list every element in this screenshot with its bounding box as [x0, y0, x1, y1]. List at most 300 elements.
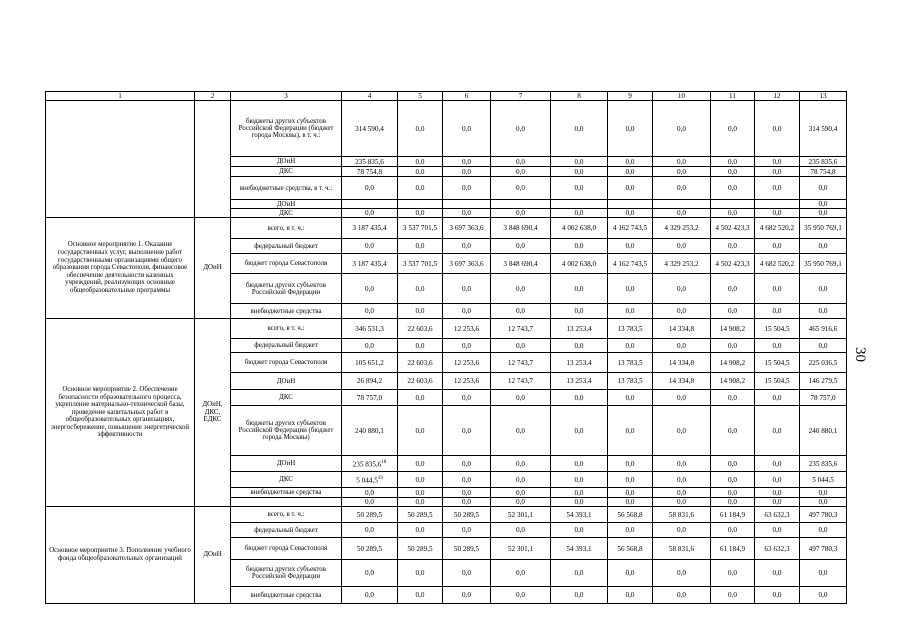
value-cell: 0,0 [608, 339, 653, 353]
value-cell: 0,0 [608, 304, 653, 319]
value-cell: 0,0 [443, 177, 491, 200]
value-cell [491, 200, 551, 209]
value-cell: 0,0 [551, 498, 608, 507]
value-cell: 0,0 [755, 101, 800, 157]
value-cell: 63 632,3 [755, 538, 800, 560]
value-cell: 0,0 [443, 523, 491, 538]
column-number-header: 7 [491, 92, 551, 101]
value-cell: 0,0 [342, 239, 398, 254]
value-cell: 146 279,5 [800, 373, 847, 390]
value-cell: 0,0 [755, 209, 800, 218]
value-cell: 0,0 [608, 390, 653, 406]
value-cell: 22 603,6 [398, 373, 443, 390]
value-cell: 0,0 [800, 523, 847, 538]
value-cell: 13 253,4 [551, 353, 608, 373]
value-cell: 4 162 743,5 [608, 218, 653, 239]
value-cell: 0,0 [443, 101, 491, 157]
value-cell: 0,0 [398, 339, 443, 353]
value-cell: 0,0 [491, 472, 551, 488]
event-name-cell: Основное мероприятие 2. Обеспечение безопасности образовательного процесса, укрепление материально-технической базы, проведение капитальных работ в общеобразовательных организациях, энергосбережение, повышение энергетической эффективности [46, 319, 195, 507]
value-cell: 0,0 [551, 167, 608, 177]
value-cell: 0,0 [342, 274, 398, 304]
funding-source-cell: внебюджетные средства [231, 304, 342, 319]
value-cell: 0,0 [608, 523, 653, 538]
value-cell: 13 783,5 [608, 373, 653, 390]
continued-event-cell [46, 101, 195, 218]
value-cell: 0,0 [491, 304, 551, 319]
value-cell: 0,0 [551, 274, 608, 304]
funding-source-cell [231, 498, 342, 507]
value-cell: 0,0 [398, 560, 443, 587]
value-cell: 15 504,5 [755, 319, 800, 339]
value-cell: 0,0 [755, 523, 800, 538]
value-cell: 3 848 690,4 [491, 254, 551, 274]
value-cell: 346 531,3 [342, 319, 398, 339]
value-cell: 0,0 [608, 239, 653, 254]
value-cell: 0,0 [755, 587, 800, 604]
value-cell: 13 783,5 [608, 353, 653, 373]
funding-source-cell: ДКС [231, 472, 342, 488]
value-cell: 63 632,3 [755, 507, 800, 523]
value-cell: 14 908,2 [711, 319, 755, 339]
value-cell: 56 568,8 [608, 507, 653, 523]
value-cell: 235 835,6 [800, 157, 847, 167]
value-cell: 0,0 [443, 587, 491, 604]
table-row [46, 319, 847, 339]
value-cell: 0,0 [800, 488, 847, 498]
funding-source-cell: бюджет города Севастополя [231, 353, 342, 373]
value-cell: 0,0 [800, 200, 847, 209]
continued-executor-cell [195, 101, 231, 218]
value-cell: 0,0 [755, 239, 800, 254]
event-name-cell: Основное мероприятие 1. Оказание государственных услуг, выполнение работ государственными организациями общего образования города Севастополя, финансовое обеспечение деятельности казенных учреждений, реализующих основные общеобразовательные программы [46, 218, 195, 319]
funding-source-cell: федеральный бюджет [231, 339, 342, 353]
value-cell: 0,0 [755, 157, 800, 167]
value-cell: 12 743,7 [491, 353, 551, 373]
value-cell: 58 831,6 [653, 538, 711, 560]
value-cell: 3 187 435,4 [342, 254, 398, 274]
value-cell: 50 289,5 [398, 507, 443, 523]
value-cell: 0,0 [800, 498, 847, 507]
funding-source-cell: бюджеты других субъектов Российской Федерации (бюджет города Москвы) [231, 406, 342, 456]
funding-source-cell: бюджеты других субъектов Российской Федерации (бюджет города Москвы), в т. ч.: [231, 101, 342, 157]
value-cell: 0,0 [608, 157, 653, 167]
value-cell: 225 036,5 [800, 353, 847, 373]
event-name-cell: Основное мероприятие 3. Пополнение учебного фонда общеобразовательных организаций [46, 507, 195, 604]
value-cell: 5 044,5 [800, 472, 847, 488]
value-cell: 0,0 [653, 274, 711, 304]
value-cell: 4 162 743,5 [608, 254, 653, 274]
value-cell: 78 754,8 [800, 167, 847, 177]
value-cell: 50 289,5 [443, 538, 491, 560]
value-cell: 0,0 [398, 209, 443, 218]
value-cell: 0,0 [443, 456, 491, 472]
value-cell: 0,0 [398, 390, 443, 406]
value-cell: 0,0 [608, 177, 653, 200]
value-cell: 0,0 [551, 101, 608, 157]
value-cell: 0,0 [443, 406, 491, 456]
table-row [46, 218, 847, 239]
value-cell: 35 950 769,1 [800, 218, 847, 239]
value-cell: 0,0 [653, 406, 711, 456]
value-cell: 35 950 769,1 [800, 254, 847, 274]
column-number-header: 6 [443, 92, 491, 101]
value-cell: 0,0 [800, 339, 847, 353]
value-cell: 4 002 638,0 [551, 254, 608, 274]
value-cell: 0,0 [800, 274, 847, 304]
value-cell: 12 253,6 [443, 353, 491, 373]
value-cell: 0,0 [608, 456, 653, 472]
value-cell: 0,0 [398, 472, 443, 488]
funding-source-cell: федеральный бюджет [231, 239, 342, 254]
value-cell: 0,0 [443, 304, 491, 319]
value-cell: 0,0 [443, 274, 491, 304]
value-cell: 240 880,1 [342, 406, 398, 456]
value-cell: 4 502 423,3 [711, 254, 755, 274]
value-cell: 0,0 [711, 304, 755, 319]
value-cell: 14 334,8 [653, 353, 711, 373]
value-cell: 4 682 520,2 [755, 218, 800, 239]
value-cell: 0,0 [711, 472, 755, 488]
value-cell: 0,0 [653, 177, 711, 200]
value-cell: 50 289,5 [443, 507, 491, 523]
value-cell: 0,0 [608, 209, 653, 218]
page-number: 30 [852, 347, 868, 362]
funding-source-cell: всего, в т. ч.: [231, 319, 342, 339]
value-cell: 0,0 [342, 523, 398, 538]
value-cell: 235 835,6 [800, 456, 847, 472]
value-cell [398, 200, 443, 209]
value-cell: 0,0 [653, 390, 711, 406]
value-cell: 54 393,1 [551, 538, 608, 560]
value-cell: 3 848 690,4 [491, 218, 551, 239]
column-number-header: 3 [231, 92, 342, 101]
funding-source-cell: всего, в т. ч.: [231, 507, 342, 523]
value-cell: 0,0 [755, 472, 800, 488]
funding-source-cell: ДКС [231, 390, 342, 406]
value-cell: 0,0 [800, 304, 847, 319]
value-cell: 4 329 253,2 [653, 218, 711, 239]
value-cell: 0,0 [653, 339, 711, 353]
value-cell: 0,0 [491, 339, 551, 353]
value-cell: 0,0 [398, 177, 443, 200]
value-cell: 0,0 [443, 239, 491, 254]
value-cell: 12 253,6 [443, 373, 491, 390]
footnote-marker: 18 [381, 459, 387, 465]
value-cell: 0,0 [755, 339, 800, 353]
value-cell: 0,0 [398, 498, 443, 507]
value-cell: 0,0 [398, 239, 443, 254]
value-cell: 50 289,5 [398, 538, 443, 560]
value-cell: 0,0 [711, 560, 755, 587]
value-cell: 0,0 [551, 406, 608, 456]
value-cell: 3 187 435,4 [342, 218, 398, 239]
executor-cell: ДОиН [195, 218, 231, 319]
value-cell: 54 393,1 [551, 507, 608, 523]
value-cell: 14 908,2 [711, 353, 755, 373]
value-cell: 0,0 [711, 177, 755, 200]
value-cell: 0,0 [342, 177, 398, 200]
value-cell: 78 754,8 [342, 167, 398, 177]
value-cell: 0,0 [491, 157, 551, 167]
value-cell: 0,0 [653, 101, 711, 157]
value-cell: 3 537 701,5 [398, 218, 443, 239]
value-cell: 0,0 [711, 488, 755, 498]
value-cell: 50 289,5 [342, 507, 398, 523]
value-cell: 0,0 [491, 488, 551, 498]
value-cell: 0,0 [491, 101, 551, 157]
funding-source-cell: ДОиН [231, 157, 342, 167]
value-cell: 0,0 [800, 587, 847, 604]
value-text: 235 835,6 [352, 460, 382, 469]
value-cell: 235 835,6 [342, 157, 398, 167]
footnote-marker: 19 [377, 475, 383, 481]
value-cell [551, 200, 608, 209]
value-cell: 0,0 [551, 304, 608, 319]
value-cell: 0,0 [711, 239, 755, 254]
column-number-header: 9 [608, 92, 653, 101]
value-cell: 0,0 [653, 498, 711, 507]
value-cell [711, 200, 755, 209]
value-cell: 0,0 [551, 488, 608, 498]
value-cell: 22 603,6 [398, 353, 443, 373]
funding-source-cell: внебюджетные средства [231, 587, 342, 604]
value-cell: 4 002 638,0 [551, 218, 608, 239]
value-cell [443, 200, 491, 209]
value-cell: 0,0 [608, 167, 653, 177]
value-cell: 0,0 [711, 157, 755, 167]
value-cell [342, 200, 398, 209]
value-cell: 0,0 [398, 488, 443, 498]
value-cell: 0,0 [443, 209, 491, 218]
value-cell: 13 253,4 [551, 373, 608, 390]
value-cell: 0,0 [491, 167, 551, 177]
funding-source-cell: внебюджетные средства, в т. ч.: [231, 177, 342, 200]
value-cell: 0,0 [398, 167, 443, 177]
value-cell: 0,0 [551, 157, 608, 167]
funding-source-cell: ДКС [231, 167, 342, 177]
value-cell: 0,0 [800, 239, 847, 254]
column-number-header: 12 [755, 92, 800, 101]
value-cell: 0,0 [491, 390, 551, 406]
value-cell: 0,0 [608, 560, 653, 587]
value-cell: 0,0 [711, 587, 755, 604]
value-cell: 3 697 363,6 [443, 218, 491, 239]
funding-source-cell: федеральный бюджет [231, 523, 342, 538]
value-cell: 0,0 [755, 177, 800, 200]
value-cell: 0,0 [398, 406, 443, 456]
value-cell: 58 831,6 [653, 507, 711, 523]
value-cell: 0,0 [653, 304, 711, 319]
value-cell: 0,0 [551, 390, 608, 406]
value-cell: 0,0 [398, 101, 443, 157]
value-cell: 0,0 [608, 101, 653, 157]
value-text: 5 044,5 [356, 476, 378, 485]
value-cell: 0,0 [653, 167, 711, 177]
value-cell: 0,0 [443, 560, 491, 587]
table-row [46, 101, 847, 157]
value-cell: 0,0 [653, 157, 711, 167]
value-cell: 0,0 [711, 456, 755, 472]
value-cell: 314 590,4 [800, 101, 847, 157]
executor-cell: ДОиН [195, 507, 231, 604]
value-cell: 0,0 [443, 498, 491, 507]
value-cell: 50 289,5 [342, 538, 398, 560]
column-number-header: 2 [195, 92, 231, 101]
executor-cell: ДОиН, ДКС, ЕДКС [195, 319, 231, 507]
value-cell: 0,0 [443, 488, 491, 498]
column-number-header: 1 [46, 92, 195, 101]
value-cell: 0,0 [491, 587, 551, 604]
value-cell: 0,0 [551, 339, 608, 353]
value-cell: 4 502 423,3 [711, 218, 755, 239]
value-cell: 0,0 [653, 209, 711, 218]
value-cell: 0,0 [711, 274, 755, 304]
value-cell: 0,0 [755, 456, 800, 472]
value-cell: 56 568,8 [608, 538, 653, 560]
value-cell: 0,0 [491, 274, 551, 304]
value-cell: 0,0 [551, 456, 608, 472]
value-cell: 0,0 [551, 472, 608, 488]
value-cell: 0,0 [551, 523, 608, 538]
value-cell: 3 697 363,6 [443, 254, 491, 274]
table-header-row [46, 92, 847, 101]
value-cell: 0,0 [443, 167, 491, 177]
value-cell: 0,0 [551, 560, 608, 587]
budget-table [45, 91, 847, 604]
funding-source-cell: ДОиН [231, 456, 342, 472]
value-cell: 0,0 [653, 239, 711, 254]
funding-source-cell: ДКС [231, 209, 342, 218]
value-cell: 0,0 [342, 488, 398, 498]
value-cell: 0,0 [491, 523, 551, 538]
value-cell [653, 200, 711, 209]
value-cell: 0,0 [491, 239, 551, 254]
value-cell: 0,0 [342, 560, 398, 587]
value-cell: 0,0 [398, 157, 443, 167]
value-cell: 22 603,6 [398, 319, 443, 339]
value-cell: 0,0 [711, 523, 755, 538]
value-cell [608, 200, 653, 209]
value-cell: 497 780,3 [800, 507, 847, 523]
value-cell: 4 682 520,2 [755, 254, 800, 274]
value-cell: 0,0 [711, 167, 755, 177]
value-cell: 0,0 [800, 560, 847, 587]
value-cell: 0,0 [755, 560, 800, 587]
value-cell: 0,0 [755, 304, 800, 319]
value-cell: 3 537 701,5 [398, 254, 443, 274]
value-cell: 0,0 [711, 406, 755, 456]
table-row [46, 507, 847, 523]
value-cell: 0,0 [398, 456, 443, 472]
value-cell: 497 780,3 [800, 538, 847, 560]
value-cell: 26 894,2 [342, 373, 398, 390]
funding-source-cell: бюджеты других субъектов Российской Федерации [231, 274, 342, 304]
funding-source-cell: внебюджетные средства [231, 488, 342, 498]
column-number-header: 13 [800, 92, 847, 101]
value-cell: 61 184,9 [711, 507, 755, 523]
value-cell: 0,0 [551, 177, 608, 200]
value-cell: 0,0 [800, 177, 847, 200]
column-number-header: 8 [551, 92, 608, 101]
value-cell: 0,0 [398, 523, 443, 538]
value-cell: 78 757,0 [342, 390, 398, 406]
value-cell: 14 334,8 [653, 319, 711, 339]
value-cell: 0,0 [398, 274, 443, 304]
value-cell [755, 200, 800, 209]
value-cell: 0,0 [608, 498, 653, 507]
value-cell: 0,0 [653, 523, 711, 538]
value-cell: 105 651,2 [342, 353, 398, 373]
column-number-header: 10 [653, 92, 711, 101]
value-cell: 0,0 [800, 209, 847, 218]
value-cell: 0,0 [491, 177, 551, 200]
value-cell: 15 504,5 [755, 353, 800, 373]
value-cell: 0,0 [443, 157, 491, 167]
value-cell: 0,0 [608, 472, 653, 488]
value-cell: 0,0 [608, 274, 653, 304]
value-cell: 0,0 [551, 239, 608, 254]
value-cell: 12 743,7 [491, 373, 551, 390]
value-cell: 0,0 [491, 456, 551, 472]
value-cell: 0,0 [491, 209, 551, 218]
value-cell: 0,0 [755, 498, 800, 507]
value-cell: 314 590,4 [342, 101, 398, 157]
value-cell: 0,0 [653, 488, 711, 498]
value-cell: 0,0 [342, 209, 398, 218]
column-number-header: 5 [398, 92, 443, 101]
value-cell: 0,0 [711, 209, 755, 218]
value-cell: 78 757,0 [800, 390, 847, 406]
value-cell: 15 504,5 [755, 373, 800, 390]
value-cell: 0,0 [342, 339, 398, 353]
value-cell: 0,0 [398, 304, 443, 319]
value-cell: 0,0 [491, 498, 551, 507]
value-cell: 12 743,7 [491, 319, 551, 339]
value-cell: 0,0 [342, 304, 398, 319]
value-cell: 0,0 [653, 472, 711, 488]
funding-source-cell: бюджеты других субъектов Российской Федерации [231, 560, 342, 587]
value-cell: 0,0 [755, 406, 800, 456]
value-cell: 0,0 [342, 498, 398, 507]
value-cell: 13 253,4 [551, 319, 608, 339]
funding-source-cell: бюджет города Севастополя [231, 538, 342, 560]
value-cell: 0,0 [755, 488, 800, 498]
value-cell: 0,0 [755, 274, 800, 304]
value-cell: 14 908,2 [711, 373, 755, 390]
column-number-header: 11 [711, 92, 755, 101]
value-cell: 52 301,1 [491, 507, 551, 523]
value-cell [342, 472, 398, 488]
funding-source-cell: бюджет города Севастополя [231, 254, 342, 274]
value-cell: 0,0 [443, 390, 491, 406]
funding-source-cell: ДОиН [231, 373, 342, 390]
value-cell: 0,0 [711, 101, 755, 157]
value-cell: 14 334,8 [653, 373, 711, 390]
value-cell: 0,0 [755, 390, 800, 406]
funding-source-cell: ДОиН [231, 200, 342, 209]
value-cell: 0,0 [551, 587, 608, 604]
value-cell: 0,0 [551, 209, 608, 218]
column-number-header: 4 [342, 92, 398, 101]
value-cell: 0,0 [711, 339, 755, 353]
value-cell: 0,0 [653, 456, 711, 472]
value-cell [342, 456, 398, 472]
value-cell: 12 253,6 [443, 319, 491, 339]
value-cell: 0,0 [398, 587, 443, 604]
value-cell: 0,0 [608, 406, 653, 456]
value-cell: 0,0 [608, 488, 653, 498]
